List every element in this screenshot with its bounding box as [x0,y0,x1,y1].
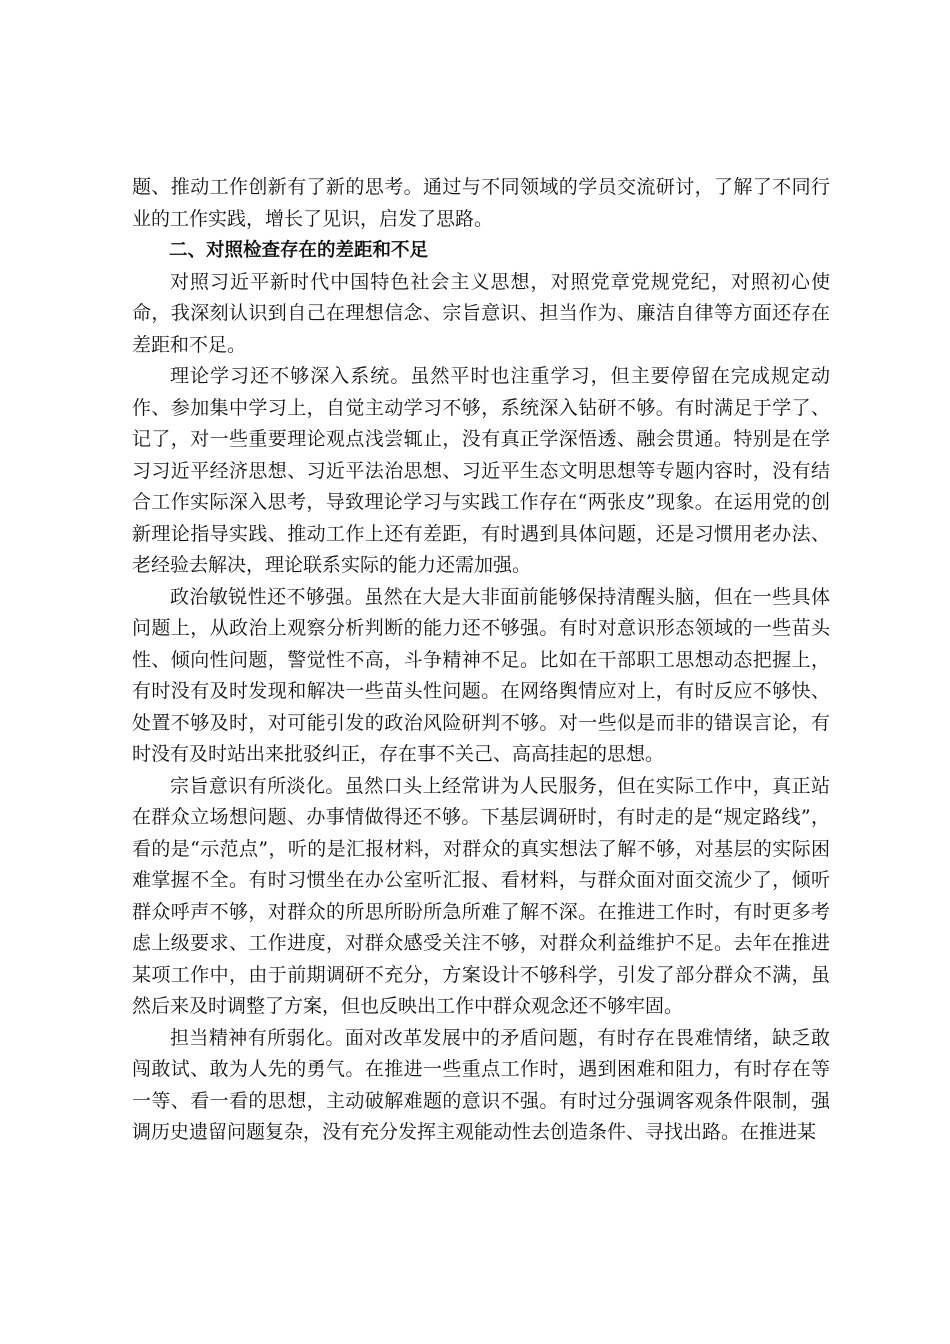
body-paragraph: 政治敏锐性还不够强。虽然在大是大非面前能够保持清醒头脑，但在一些具体问题上，从政治上观察分析判断的能力还不够强。有时对意识形态领域的一些苗头性、倾向性问题，警觉性不高，斗争精神不足。比如在干部职工思想动态把握上，有时没有及时发现和解决一些苗头性问题。在网络舆情应对上，有时反应不够快、处置不够及时，对可能引发的政治风险研判不够。对一些似是而非的错误言论，有时没有及时站出来批驳纠正，存在事不关己、高高挂起的思想。 [132,585,830,765]
continuation-paragraph: 题、推动工作创新有了新的思考。通过与不同领域的学员交流研讨，了解了不同行业的工作实践，增长了见识，启发了思路。 [132,176,830,230]
body-paragraph: 对照习近平新时代中国特色社会主义思想，对照党章党规党纪，对照初心使命，我深刻认识到自己在理想信念、宗旨意识、担当作为、廉洁自律等方面还存在差距和不足。 [132,270,830,356]
section-heading: 二、对照检查存在的差距和不足 [169,240,429,261]
body-paragraph: 宗旨意识有所淡化。虽然口头上经常讲为人民服务，但在实际工作中，真正站在群众立场想问题、办事情做得还不够。下基层调研时，有时走的是“规定路线”，看的是“示范点”，听的是汇报材料，对群众的真实想法了解不够，对基层的实际困难掌握不全。有时习惯坐在办公室听汇报、看材料，与群众面对面交流少了，倾听群众呼声不够，对群众的所思所盼所急所难了解不深。在推进工作时，有时更多考虑上级要求、工作进度，对群众感受关注不够，对群众利益维护不足。去年在推进某项工作中，由于前期调研不充分，方案设计不够科学，引发了部分群众不满，虽然后来及时调整了方案，但也反映出工作中群众观念还不够牢固。 [132,774,830,1017]
body-paragraph: 理论学习还不够深入系统。虽然平时也注重学习，但主要停留在完成规定动作、参加集中学习上，自觉主动学习不够，系统深入钻研不够。有时满足于学了、记了，对一些重要理论观点浅尝辄止，没有真正学深悟透、融会贯通。特别是在学习习近平经济思想、习近平法治思想、习近平生态文明思想等专题内容时，没有结合工作实际深入思考，导致理论学习与实践工作存在“两张皮”现象。在运用党的创新理论指导实践、推动工作上还有差距，有时遇到具体问题，还是习惯用老办法、老经验去解决，理论联系实际的能力还需加强。 [132,365,830,576]
body-paragraph: 担当精神有所弱化。面对改革发展中的矛盾问题，有时存在畏难情绪，缺乏敢闯敢试、敢为人先的勇气。在推进一些重点工作时，遇到困难和阻力，有时存在等一等、看一看的思想，主动破解难题的意识不强。有时过分强调客观条件限制，强调历史遗留问题复杂，没有充分发挥主观能动性去创造条件、寻找出路。在推进某 [132,1026,830,1143]
document-body [132,172,830,1149]
